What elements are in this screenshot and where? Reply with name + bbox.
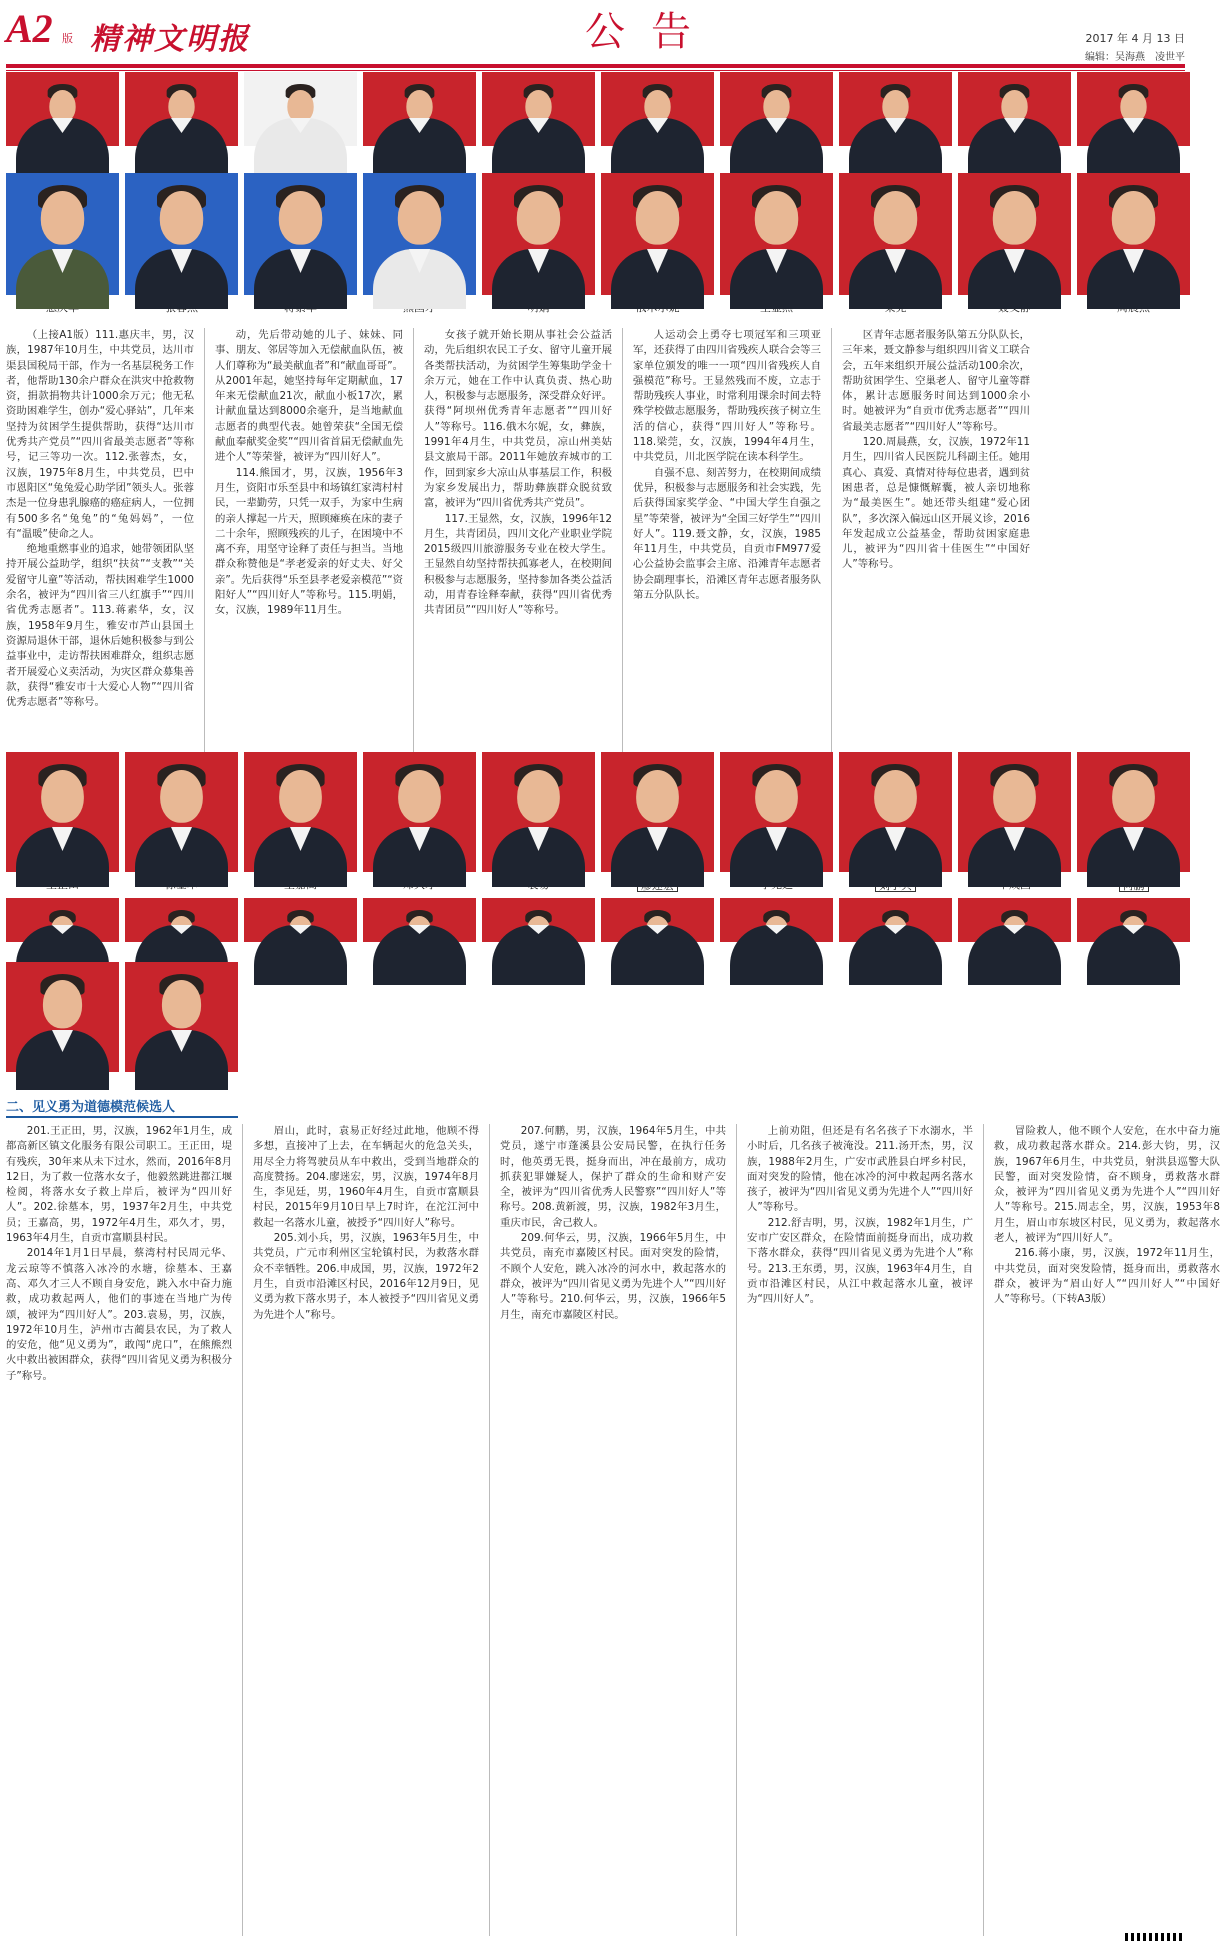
portrait-photo bbox=[839, 752, 952, 872]
portrait-photo bbox=[482, 898, 595, 942]
candidate-portrait bbox=[125, 72, 238, 166]
portrait-photo bbox=[244, 72, 357, 146]
portrait-photo bbox=[601, 752, 714, 872]
portrait-photo bbox=[6, 962, 119, 1072]
lower-text-block bbox=[6, 1124, 1220, 1936]
candidate-portrait bbox=[720, 72, 833, 166]
candidate-portrait bbox=[125, 898, 238, 962]
candidate-portrait bbox=[839, 752, 952, 892]
portrait-row-3 bbox=[6, 752, 1190, 892]
portrait-photo bbox=[6, 173, 119, 295]
portrait-photo bbox=[1077, 72, 1190, 146]
candidate-portrait bbox=[363, 72, 476, 166]
portrait-photo bbox=[1077, 173, 1190, 295]
candidate-portrait bbox=[1077, 752, 1190, 892]
candidate-portrait bbox=[125, 173, 238, 315]
portrait-photo bbox=[244, 173, 357, 295]
page-number: A2 bbox=[6, 6, 53, 51]
paragraph: 207.何鹏，男，汉族，1964年5月生，中共党员，遂宁市蓬溪县公安局民警，在执行任务时，他英勇无畏，挺身而出，冲在最前方，成功抓获犯罪嫌疑人，保护了群众的生命和财产安全，被评为“四川省优秀人民警察”“四川好人”等称号。208.黄新渡，男，汉族，1982年3月生，重庆市民，舍己救人。 bbox=[500, 1125, 726, 1229]
section-heading: 二、见义勇为道德模范候选人 bbox=[6, 1096, 238, 1118]
registration-marks bbox=[1125, 1933, 1185, 1941]
paragraph: 动，先后带动她的儿子、妹妹、同事、朋友、邻居等加入无偿献血队伍，被人们尊称为“最美献血者”和“献血哥哥”。从2001年起，她坚持每年定期献血，17年来无偿献血21次，献血小板17次，累计献血量达到8000余毫升，是当地献血志愿者的典型代表。她曾荣获“全国无偿献血奉献奖金奖”“四川省首届无偿献血先进个人”等荣誉，被评为“四川好人”。 bbox=[215, 329, 403, 464]
paper-name-logo: 精神文明报 bbox=[90, 22, 250, 57]
editors-line: 编辑：吴海燕 凌世平 bbox=[1085, 52, 1185, 63]
candidate-portrait bbox=[482, 898, 595, 962]
candidate-portrait bbox=[958, 752, 1071, 892]
masthead-rule bbox=[6, 64, 1185, 68]
column-divider bbox=[413, 328, 414, 754]
text-column bbox=[633, 328, 821, 754]
candidate-portrait bbox=[720, 752, 833, 892]
portrait-photo bbox=[839, 72, 952, 146]
candidate-portrait bbox=[958, 173, 1071, 315]
column-divider bbox=[622, 328, 623, 754]
paragraph: 120.周晨燕，女，汉族，1972年11月生，四川省人民医院儿科副主任。她用真心、真爱、真情对待每位患者，遇到贫困患者，总是慷慨解囊，被人亲切地称为“最美医生”。她还带头组建“爱心团队”，多次深入偏远山区开展义诊，2016年发起成立公益基金，帮助贫困家庭患儿，被评为“四川省十佳医生”“中国好人”等称号。 bbox=[842, 436, 1030, 571]
candidate-portrait bbox=[244, 898, 357, 962]
portrait-photo bbox=[482, 72, 595, 146]
text-column bbox=[500, 1124, 726, 1936]
masthead-rule-thin bbox=[6, 70, 1185, 71]
portrait-photo bbox=[720, 898, 833, 942]
portrait-photo bbox=[363, 752, 476, 872]
candidate-portrait bbox=[839, 173, 952, 315]
candidate-portrait bbox=[6, 898, 119, 962]
candidate-portrait bbox=[839, 898, 952, 962]
candidate-portrait bbox=[363, 898, 476, 962]
portrait-photo bbox=[958, 898, 1071, 942]
paragraph: 205.刘小兵，男，汉族，1963年5月生，中共党员，广元市利州区宝轮镇村民，为救落水群众不幸牺牲。206.申成国，男，汉族，1972年2月生，自贡市沿滩区村民，2016年12月9日，见义勇为救下落水男子，本人被授予“四川省见义勇为先进个人”称号。 bbox=[253, 1232, 479, 1321]
issue-date: 2017 年 4 月 13 日 bbox=[1085, 32, 1185, 45]
candidate-portrait bbox=[363, 752, 476, 892]
portrait-photo bbox=[363, 173, 476, 295]
paragraph: 冒险救人，他不顾个人安危，在水中奋力施救，成功救起落水群众。214.彭大钧，男，汉族，1967年6月生，中共党员，射洪县巡警大队民警，面对突发险情，奋不顾身，勇救落水群众，被评为“四川省见义勇为先进个人”“四川好人”等称号。215.周志全，男，汉族，1953年8月生，眉山市东坡区村民，见义勇为，救起落水老人，被评为“四川好人”。 bbox=[994, 1125, 1220, 1245]
portrait-photo bbox=[720, 752, 833, 872]
column-divider bbox=[242, 1124, 243, 1936]
portrait-photo bbox=[125, 72, 238, 146]
page-suffix: 版 bbox=[62, 32, 73, 45]
portrait-row-5 bbox=[6, 962, 238, 1092]
candidate-portrait bbox=[720, 898, 833, 962]
candidate-portrait bbox=[1077, 173, 1190, 315]
text-column bbox=[747, 1124, 973, 1936]
portrait-photo bbox=[482, 173, 595, 295]
paragraph: 201.王正田，男，汉族，1962年1月生，成都高新区镇文化服务有限公司职工。王正田，堤有残疾，30年来从未下过水，然而，2016年8月12日，为了救一位落水女子，他毅然跳进都江堰检阅，将落水女子救上岸后，被评为“四川好人”。202.徐墓本，男，1937年2月生，中共党员；王嘉高，男，1972年4月生，邓久才，男，1963年4月生，自贡市富顺县村民。 bbox=[6, 1125, 232, 1245]
paragraph: 区青年志愿者服务队第五分队队长，三年来，聂文静参与组织四川省义工联合会，五年来组织开展公益活动100余次，帮助贫困学生、空巢老人、留守儿童等群体，累计志愿服务时间达到1000余小时。她被评为“自贡市优秀志愿者”“四川省最美志愿者”“四川好人”等称号。 bbox=[842, 329, 1030, 433]
portrait-photo bbox=[1077, 752, 1190, 872]
candidate-portrait bbox=[6, 72, 119, 166]
candidate-portrait bbox=[244, 752, 357, 892]
paragraph: 216.蒋小康，男，汉族，1972年11月生，中共党员，面对突发险情，挺身而出，勇救落水群众，被评为“眉山好人”“四川好人”“中国好人”等称号。（下转A3版） bbox=[994, 1247, 1220, 1306]
portrait-photo bbox=[125, 898, 238, 942]
candidate-portrait bbox=[720, 173, 833, 315]
portrait-photo bbox=[125, 752, 238, 872]
paragraph: 114.熊国才，男，汉族，1956年3月生，资阳市乐至县中和场镇红家湾村村民，一辈勤劳，只凭一双手，为家中生病的亲人撑起一片天，照顾瘫痪在床的妻子二十余年，照顾残疾的儿子，在困境中不离不弃，用坚守诠释了责任与担当。当地群众称赞他是“孝老爱亲的好丈夫、好父亲”。先后获得“乐至县孝老爱亲模范”“资阳好人”“四川好人”等称号。115.明娟，女，汉族，1989年11月生。 bbox=[215, 466, 403, 617]
paragraph: 209.何华云，男，汉族，1966年5月生，中共党员，南充市嘉陵区村民。面对突发的险情，不顾个人安危，跳入冰冷的河水中，救起落水的群众，被评为“四川省见义勇为先进个人”“四川好人”等称号。210.何华云，男，汉族，1966年5月生，南充市嘉陵区村民。 bbox=[500, 1232, 726, 1321]
candidate-portrait bbox=[244, 173, 357, 315]
column-divider bbox=[489, 1124, 490, 1936]
portrait-photo bbox=[1077, 898, 1190, 942]
paragraph: 自强不息、刻苦努力，在校期间成绩优异，积极参与志愿服务和社会实践，先后获得国家奖学金、“中国大学生自强之星”等荣誉，被评为“全国三好学生”“四川好人”。119.聂文静，女，汉族，1985年11月生，中共党员，自贡市FM977爱心公益协会监事会主席、沿滩青年志愿者协会副理事长，沿滩区青年志愿者服务队第五分队队长。 bbox=[633, 466, 821, 602]
column-divider bbox=[204, 328, 205, 754]
portrait-photo bbox=[958, 72, 1071, 146]
candidate-portrait bbox=[6, 962, 119, 1092]
candidate-portrait bbox=[1077, 72, 1190, 166]
portrait-photo bbox=[125, 173, 238, 295]
column-divider bbox=[983, 1124, 984, 1936]
portrait-photo bbox=[601, 173, 714, 295]
portrait-photo bbox=[720, 72, 833, 146]
portrait-photo bbox=[363, 72, 476, 146]
candidate-portrait bbox=[839, 72, 952, 166]
portrait-photo bbox=[244, 898, 357, 942]
portrait-photo bbox=[482, 752, 595, 872]
portrait-photo bbox=[244, 752, 357, 872]
candidate-portrait bbox=[363, 173, 476, 315]
candidate-portrait bbox=[1077, 898, 1190, 962]
portrait-photo bbox=[958, 173, 1071, 295]
text-column bbox=[994, 1124, 1220, 1936]
text-column bbox=[424, 328, 612, 754]
paragraph: 人运动会上勇夺七项冠军和三项亚军，还获得了由四川省残疾人联合会等三家单位颁发的唯一一项“四川省残疾人自强模范”称号。王显然残而不废，立志于帮助残疾人事业，时常利用课余时间去特殊学校做志愿服务，帮助残疾孩子树立生活的信心，获得“四川好人”等称号。118.梁莞，女，汉族，1994年4月生，中共党员，川北医学院在读本科学生。 bbox=[633, 329, 821, 464]
portrait-photo bbox=[6, 72, 119, 146]
text-column bbox=[215, 328, 403, 754]
candidate-portrait bbox=[482, 72, 595, 166]
paragraph: 女孩子就开始长期从事社会公益活动，先后组织农民工子女、留守儿童开展各类帮扶活动，为贫困学生筹集助学金十余万元，她在工作中认真负责、热心助人，积极参与志愿服务，深受群众好评。获得“阿坝州优秀青年志愿者”“四川好人”等称号。116.俄木尔妮，女，彝族，1991年4月生，中共党员，凉山州美姑县文旅局干部。2011年她放弃城市的工作，回到家乡大凉山从事基层工作，积极为家乡发展出力，帮助彝族群众脱贫致富，被评为“四川省优秀共产党员”。 bbox=[424, 329, 612, 510]
portrait-row-4 bbox=[6, 898, 1190, 962]
paragraph: （上接A1版）111.惠庆丰，男，汉族，1987年10月生，中共党员，达川市渠县国税局干部，作为一名基层税务工作者，他帮助130余户群众在洪灾中抢救物资，捐款捐物共计1000余万元；他无私资助困难学生，创办“爱心驿站”，几年来坚持为贫困学生提供帮助，获得“达川市优秀共产党员”“四川省最美志愿者”等称号，记三等功一次。112.张蓉杰，女，汉族，1975年8月生，中共党员，巴中市恩阳区“兔兔爱心助学团”领头人。张蓉杰是一位身患乳腺癌的癌症病人，一位拥有500多名“兔兔”的“兔妈妈”，一位有“温暖”使命之人。 bbox=[6, 329, 194, 540]
portrait-row-2 bbox=[6, 173, 1190, 315]
portrait-photo bbox=[363, 898, 476, 942]
candidate-portrait bbox=[6, 173, 119, 315]
candidate-portrait bbox=[601, 752, 714, 892]
candidate-portrait bbox=[482, 752, 595, 892]
portrait-photo bbox=[720, 173, 833, 295]
paragraph: 117.王显然，女，汉族，1996年12月生，共青团员，四川文化产业职业学院2015级四川旅游服务专业在校大学生。王显然自幼坚持帮扶孤寡老人，在校期间积极参与志愿服务，坚持参加各类公益活动，用青春诠释奉献，获得“四川省优秀共青团员”“四川好人”等称号。 bbox=[424, 512, 612, 617]
candidate-portrait bbox=[601, 72, 714, 166]
masthead bbox=[0, 0, 1191, 72]
portrait-photo bbox=[958, 752, 1071, 872]
candidate-portrait bbox=[244, 72, 357, 166]
portrait-photo bbox=[839, 173, 952, 295]
candidate-portrait bbox=[125, 752, 238, 892]
text-column bbox=[842, 328, 1030, 754]
candidate-portrait bbox=[6, 752, 119, 892]
portrait-photo bbox=[6, 752, 119, 872]
portrait-photo bbox=[601, 898, 714, 942]
candidate-portrait bbox=[958, 898, 1071, 962]
portrait-row-1 bbox=[6, 72, 1190, 166]
portrait-photo bbox=[839, 898, 952, 942]
candidate-portrait bbox=[125, 962, 238, 1092]
portrait-photo bbox=[6, 898, 119, 942]
section-title: 公告 bbox=[585, 9, 717, 55]
paragraph: 绝地重燃事业的追求，她带领团队坚持开展公益助学，组织“扶贫”“支教”“关爱留守儿童”等活动，帮扶困难学生1000余名，被评为“四川省三八红旗手”“四川省优秀志愿者”。113.蒋素华，女，汉族，1958年9月生，雅安市芦山县国土资源局退休干部，退休后她积极参与到公益事业中，走访帮扶困难群众，组织志愿者开展爱心义卖活动，为灾区群众募集善款，获得“雅安市十大爱心人物”“四川省优秀志愿者”等称号。 bbox=[6, 543, 194, 709]
paragraph: 眉山，此时，袁易正好经过此地，他顾不得多想，直接冲了上去，在车辆起火的危急关头，用尽全力将驾驶员从车中救出，受到当地群众的高度赞扬。204.廖迷宏，男，汉族，1974年8月生，李见廷，男，1960年4月生，自贡市富顺县村民，2015年9月10日早上7时许，在沱江河中救起一名落水儿童，被授予“四川好人”称号。 bbox=[253, 1125, 479, 1229]
text-column bbox=[253, 1124, 479, 1936]
candidate-portrait bbox=[601, 173, 714, 315]
column-divider bbox=[736, 1124, 737, 1936]
paragraph: 2014年1月1日早晨，蔡湾村村民周元华、龙云琼等不慎落入冰冷的水塘，徐墓本、王嘉高、邓久才三人不顾自身安危，跳入水中奋力施救，成功救起两人，他们的事迹在当地广为传颂，被评为“四川好人”。203.袁易，男，汉族，1972年10月生，泸州市古蔺县农民，为了救人的安危，他“见义勇为”，敢闯“虎口”，在熊熊烈火中救出被困群众，获得“四川省见义勇为积极分子”称号。 bbox=[6, 1247, 232, 1382]
candidate-portrait bbox=[601, 898, 714, 962]
portrait-photo bbox=[601, 72, 714, 146]
portrait-photo bbox=[125, 962, 238, 1072]
text-column bbox=[6, 328, 194, 754]
column-divider bbox=[831, 328, 832, 754]
candidate-portrait bbox=[482, 173, 595, 315]
paragraph: 上前劝阻，但还是有名名孩子下水溺水，半小时后，几名孩子被淹没。211.汤开杰，男，汉族，1988年2月生，广安市武胜县白坪乡村民，面对突发的险情，他在冰冷的河中救起两名落水孩子，被评为“四川省见义勇为先进个人”“四川好人”等称号。 bbox=[747, 1125, 973, 1214]
paragraph: 212.舒吉明，男，汉族，1982年1月生，广安市广安区群众，在险情面前挺身而出，成功救下落水群众，获得“四川省见义勇为先进个人”称号。213.王东勇，男，汉族，1963年4月生，自贡市沿滩区村民，从江中救起落水儿童，被评为“四川好人”。 bbox=[747, 1216, 973, 1306]
upper-text-block bbox=[6, 328, 1030, 754]
text-column bbox=[6, 1124, 232, 1936]
candidate-portrait bbox=[958, 72, 1071, 166]
